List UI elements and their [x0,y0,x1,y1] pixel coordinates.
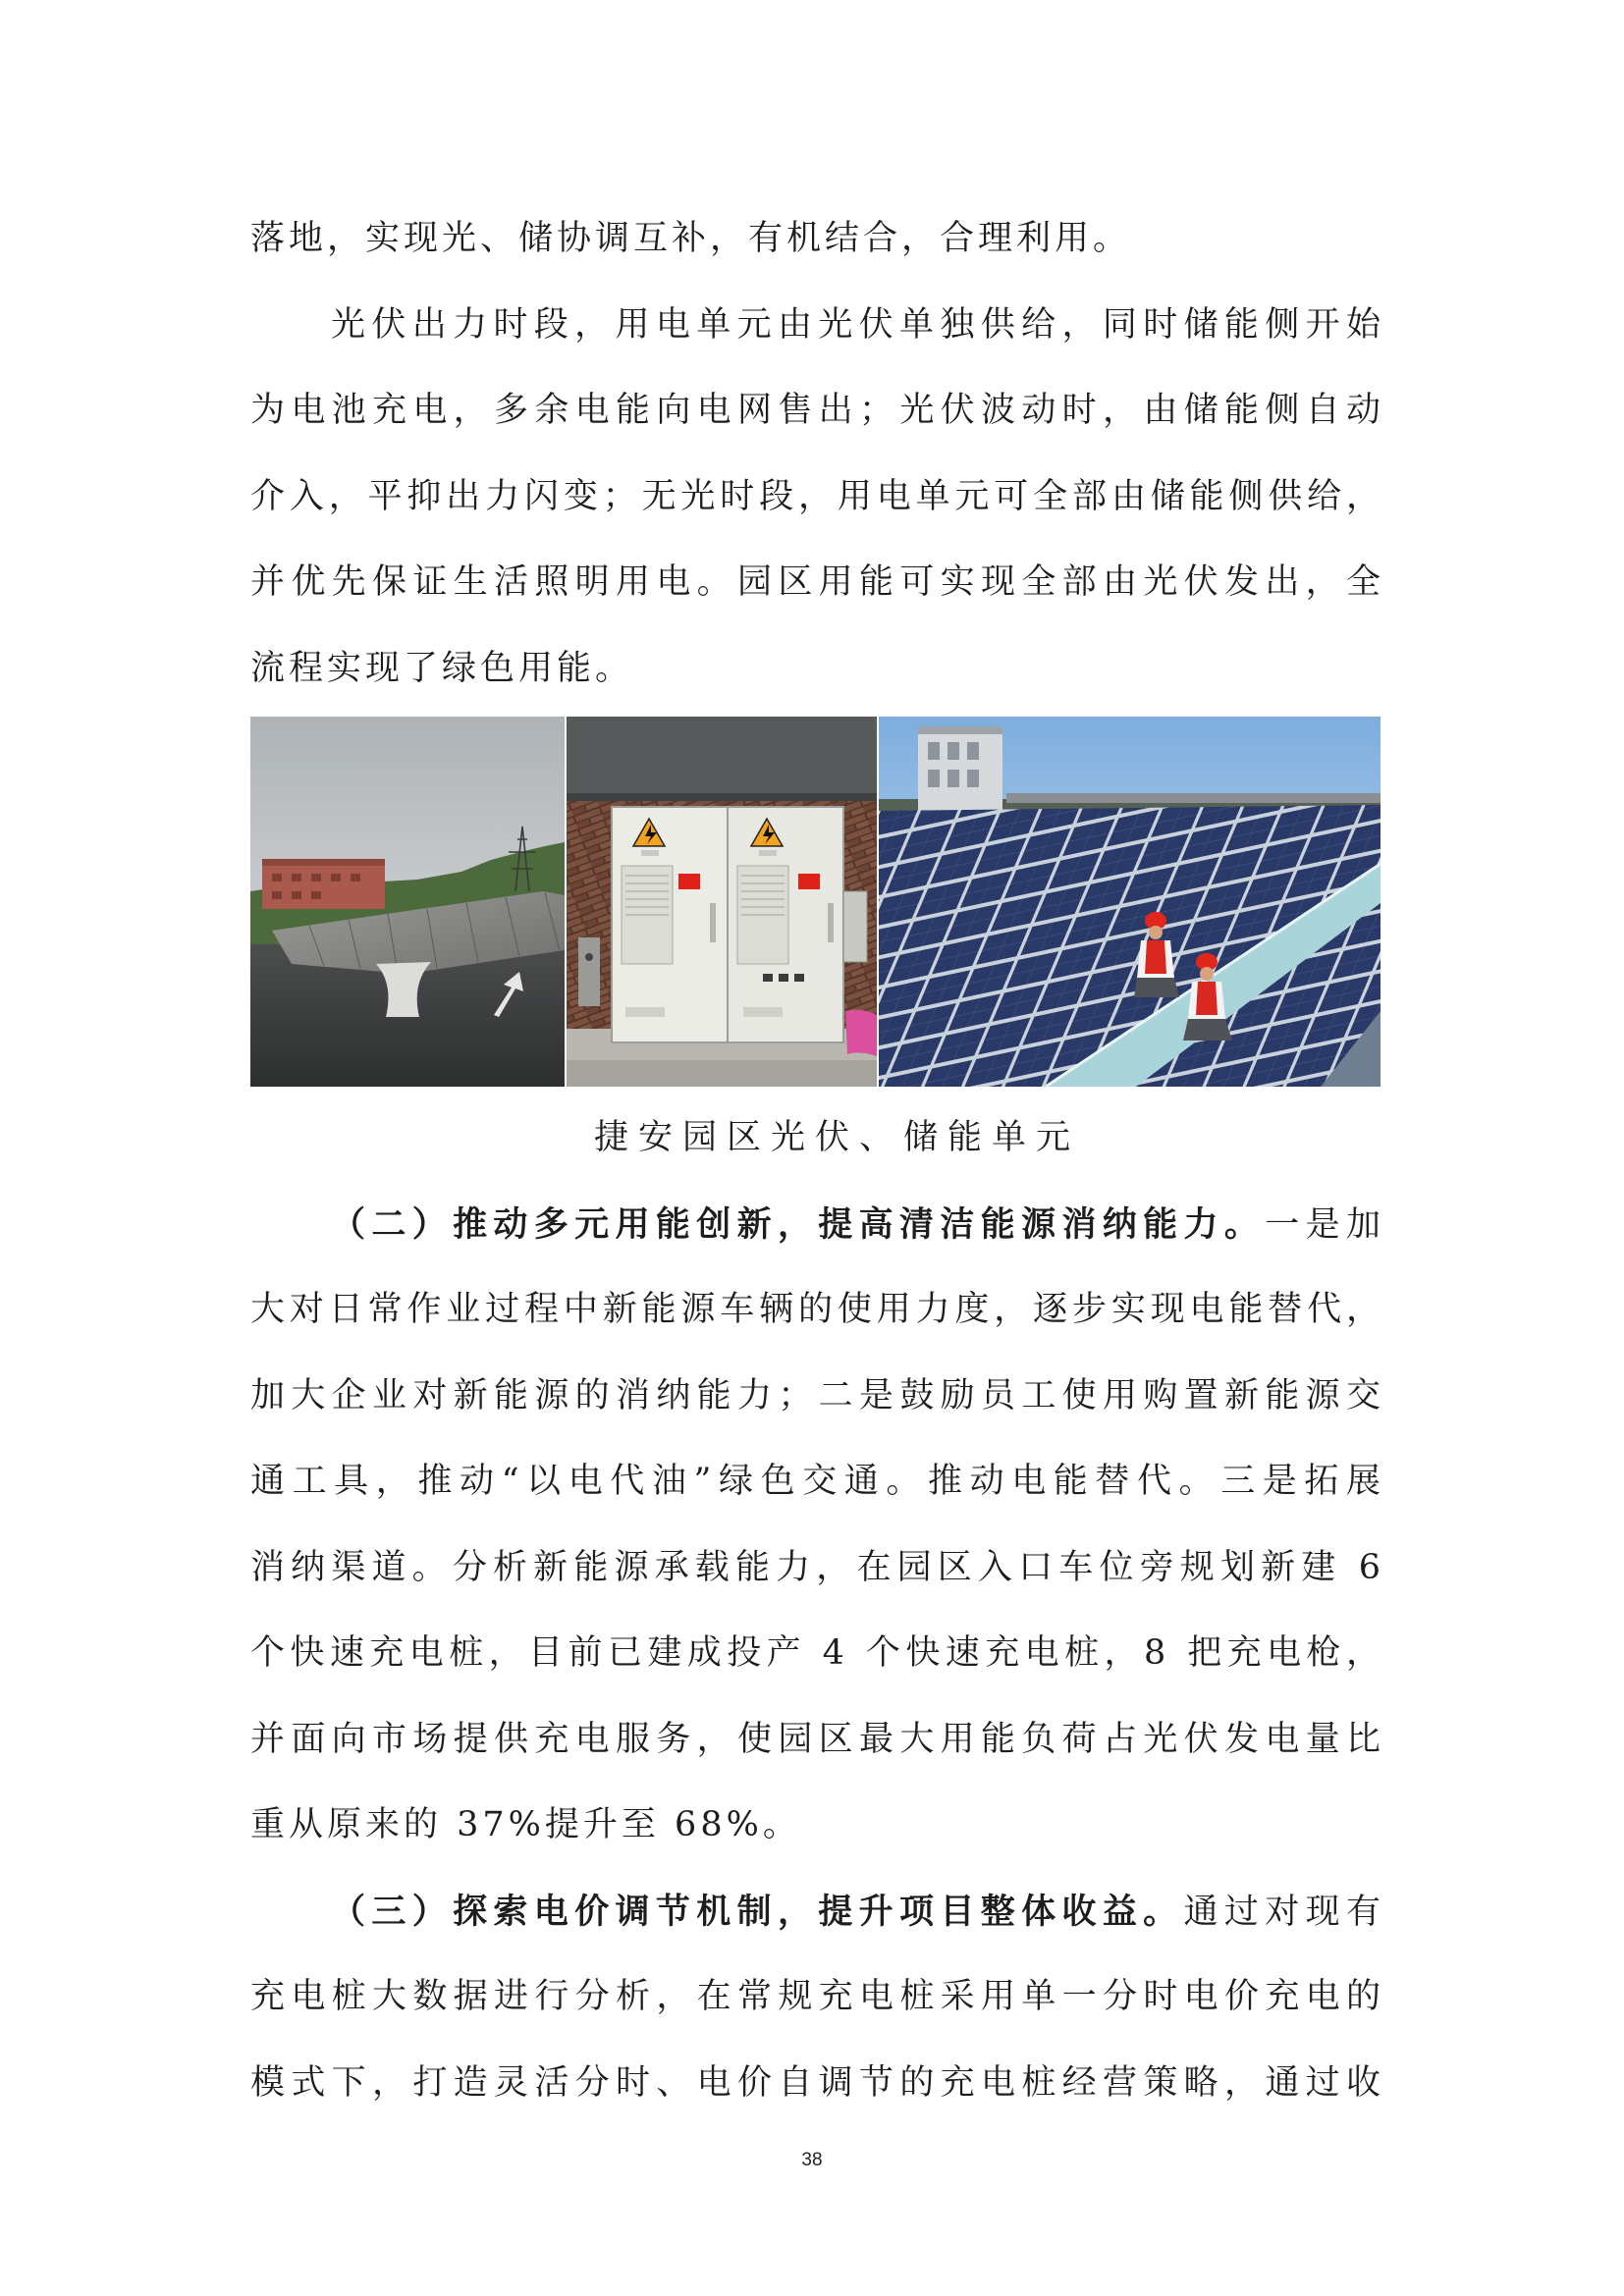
body-line: 落地，实现光、储协调互补，有机结合，合理利用。 [250,219,1132,258]
page-number: 38 [801,2150,823,2170]
body-line: 充电桩大数据进行分析，在常规充电桩采用单一分时电价充电的 [250,1977,1387,2016]
section-heading: （二）推动多元用能创新，提高清洁能源消纳能力。 [331,1203,1266,1245]
body-line: 大对日常作业过程中新能源车辆的使用力度，逐步实现电能替代， [250,1290,1385,1329]
body-line: 介入，平抑出力闪变；无光时段，用电单元可全部由储能侧供给， [250,476,1385,516]
body-line: 消纳渠道。分析新能源承载能力，在园区入口车位旁规划新建 6 [250,1547,1387,1587]
figure-caption: 捷安园区光伏、储能单元 [594,1118,1081,1157]
photo-figure [250,717,1380,1087]
body-line: 通工具，推动“以电代油”绿色交通。推动电能替代。三是拓展 [250,1462,1388,1501]
body-line: 并面向市场提供充电服务，使园区最大用能负荷占光伏发电量比 [250,1719,1387,1759]
rooftop-solar-photo [879,717,1380,1087]
energy-storage-cabinet-photo [567,717,877,1087]
body-line: 并优先保证生活照明用电。园区用能可实现全部由光伏发出，全 [250,562,1387,602]
body-line: 模式下，打造灵活分时、电价自调节的充电桩经营策略，通过收 [250,2062,1387,2103]
body-line: 个快速充电桩，目前已建成投产 4 个快速充电桩，8 把充电枪， [250,1633,1386,1673]
section-heading: （三）探索电价调节机制，提升项目整体收益。 [331,1891,1184,1932]
body-line: 光伏出力时段，用电单元由光伏单独供给，同时储能侧开始 [331,304,1387,345]
page-body [250,196,1388,2126]
body-line: 流程实现了绿色用能。 [250,648,634,688]
body-line: 加大企业对新能源的消纳能力；二是鼓励员工使用购置新能源交 [250,1375,1387,1415]
body-line [250,1182,1387,1268]
solar-carport-photo [250,717,565,1087]
body-line: 重从原来的 37%提升至 68%。 [250,1805,801,1844]
body-text: 一是加 [1265,1204,1387,1245]
body-line [250,1869,1387,1955]
body-text: 通过对现有 [1183,1892,1387,1932]
body-line: 为电池充电，多余电能向电网售出；光伏波动时，由储能侧自动 [250,391,1387,430]
